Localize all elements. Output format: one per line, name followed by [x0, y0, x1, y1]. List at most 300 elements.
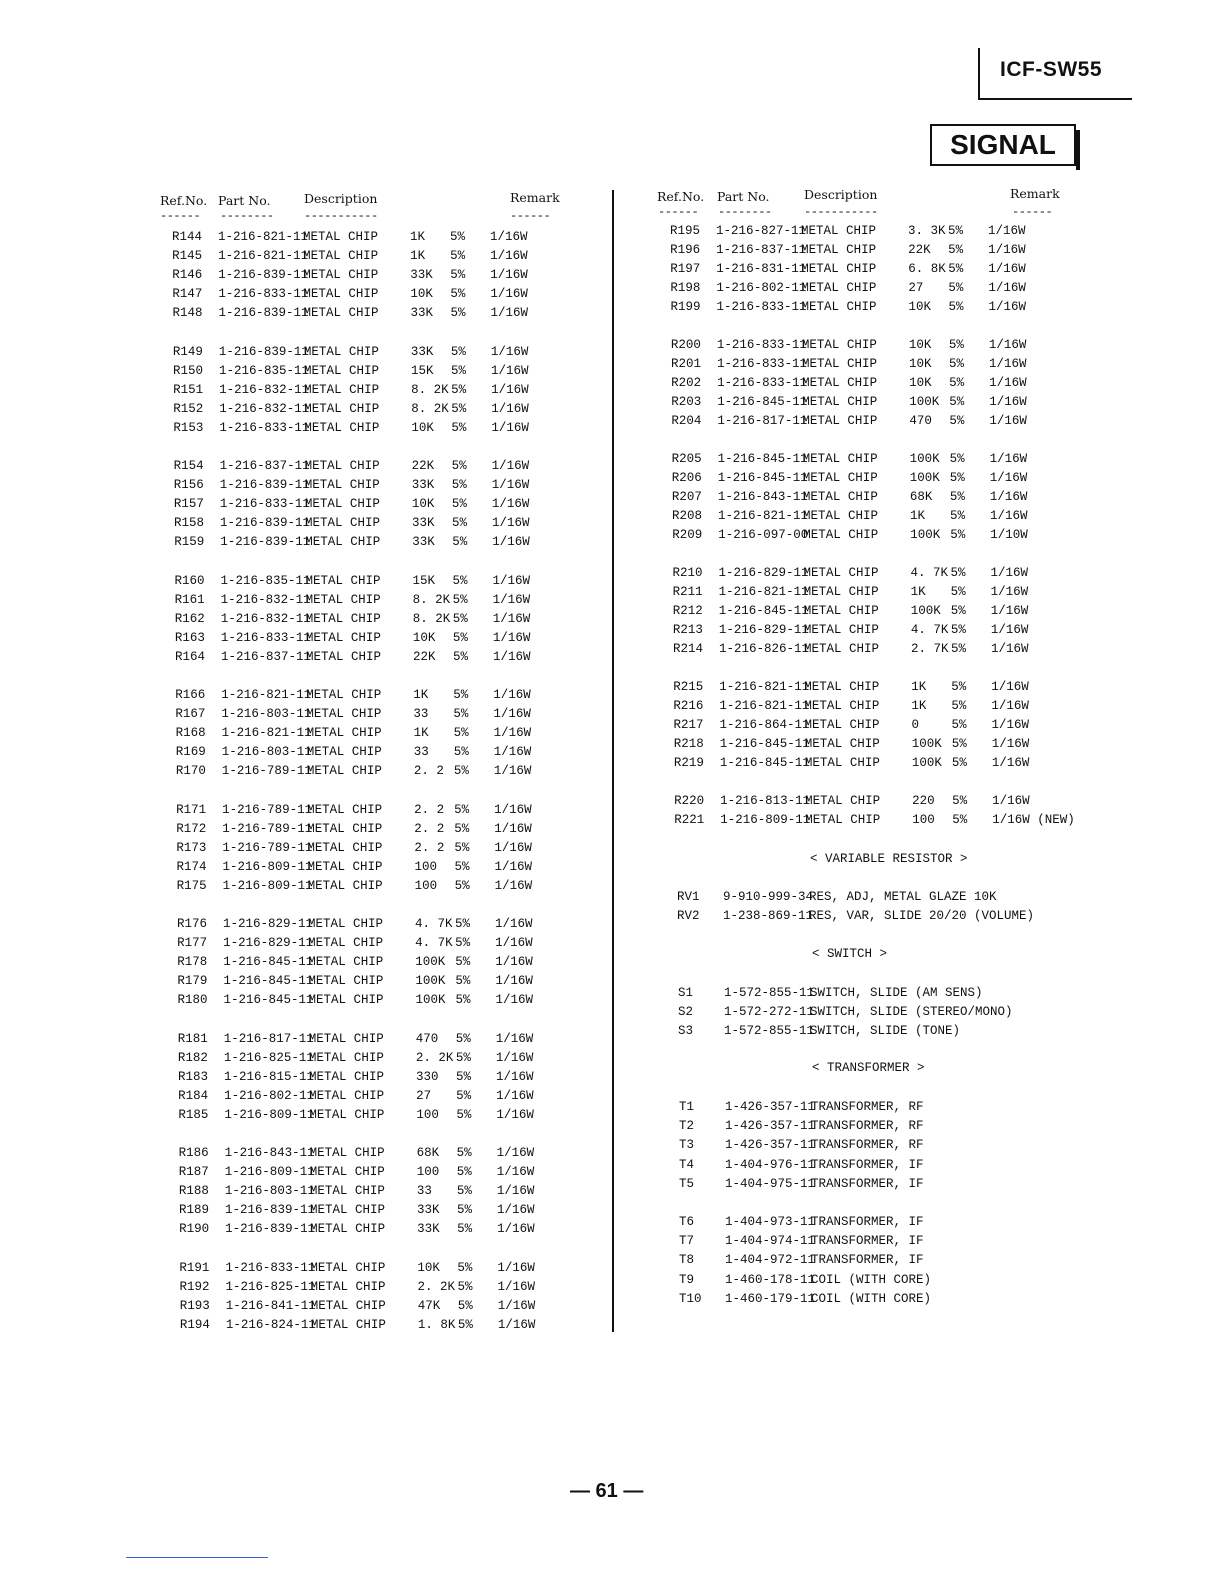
remark: 1/16W	[988, 281, 1026, 295]
value: 22K	[908, 243, 931, 257]
tolerance: 5%	[450, 249, 466, 264]
value: 100	[912, 813, 935, 827]
transformer-heading: < TRANSFORMER >	[812, 1061, 925, 1075]
part-no: 1-216-837-11	[716, 243, 807, 257]
remark: 1/16W	[496, 1069, 534, 1084]
value: 10K	[410, 287, 433, 302]
part-no: 1-216-833-11	[717, 376, 808, 390]
tolerance: 5%	[951, 756, 967, 770]
part-no: 1-216-803-11	[221, 707, 312, 722]
remark: 1/16W	[990, 623, 1029, 637]
ref-no: R204	[671, 414, 702, 428]
description: METAL CHIP	[310, 1260, 386, 1275]
value: 22K	[411, 459, 435, 473]
value: 1K	[910, 509, 926, 523]
description: METAL CHIP	[803, 528, 879, 542]
value: 10K	[411, 420, 434, 435]
tolerance: 5%	[456, 1069, 472, 1084]
description: TRANSFORMER, IF	[811, 1215, 924, 1229]
ref-no: R201	[670, 357, 701, 371]
remark: 1/16W	[493, 688, 531, 702]
tolerance: 5%	[455, 936, 471, 951]
value: 2. 2K	[415, 1050, 454, 1065]
description: METAL CHIP	[801, 281, 877, 295]
tolerance: 5%	[948, 338, 964, 352]
value: 15K	[410, 363, 434, 378]
part-no: 1-216-833-11	[716, 338, 807, 352]
header-ref: Ref.No.	[657, 189, 705, 204]
part-no: 1-216-809-11	[720, 813, 811, 827]
tolerance: 5%	[452, 516, 468, 531]
remark: 1/16W	[991, 756, 1030, 770]
ref-no: RV2	[677, 909, 700, 924]
remark: 1/16W	[992, 794, 1030, 808]
description: TRANSFORMER, RF	[811, 1100, 924, 1114]
value: 33K	[411, 478, 435, 493]
remark: 1/16W	[497, 1317, 536, 1332]
description: METAL CHIP	[308, 993, 384, 1008]
part-no: 1-216-835-11	[220, 573, 311, 588]
description: METAL CHIP	[304, 478, 380, 493]
description: METAL CHIP	[307, 917, 383, 931]
part-no: 1-572-855-11	[724, 1024, 815, 1039]
description: METAL CHIP	[306, 649, 382, 664]
remark: 1/16W	[493, 707, 531, 722]
ref-no: S1	[678, 986, 694, 1000]
part-no: 1-216-845-11	[717, 452, 808, 466]
value: 1K	[911, 699, 927, 713]
tolerance: 5%	[455, 1031, 471, 1046]
value: 1K	[413, 688, 429, 702]
tolerance: 5%	[950, 585, 966, 599]
description: METAL CHIP	[310, 1222, 386, 1237]
remark: 1/16W	[991, 737, 1030, 751]
value: 10K	[412, 630, 436, 645]
remark: 1/16W	[490, 306, 529, 321]
header-rule: -----------	[304, 209, 378, 223]
value: 3. 3K	[908, 224, 946, 238]
remark: 1/16W	[490, 268, 528, 283]
part-no: 1-216-097-00	[718, 528, 809, 542]
description: METAL CHIP	[802, 414, 878, 428]
description: METAL CHIP	[304, 382, 380, 397]
description: TRANSFORMER, IF	[811, 1176, 924, 1191]
ref-no: R161	[174, 592, 205, 607]
remark: 1/16W	[990, 604, 1029, 618]
part-no: 1-216-829-11	[223, 936, 314, 951]
value: 220	[912, 794, 935, 808]
value: 47K	[417, 1298, 441, 1313]
tolerance: 5%	[453, 707, 469, 722]
ref-no: R194	[179, 1317, 210, 1332]
value: 2. 2K	[417, 1279, 456, 1294]
header-ref: Ref.No.	[160, 193, 208, 208]
value: 68K	[416, 1146, 440, 1160]
tolerance: 5%	[453, 649, 469, 664]
header-remark: Remark	[510, 190, 560, 205]
part-no: 1-216-839-11	[225, 1222, 316, 1237]
part-no: 1-216-835-11	[218, 363, 309, 378]
ref-no: R199	[670, 300, 701, 314]
part-no: 1-216-789-11	[222, 802, 313, 817]
ref-no: R153	[173, 420, 204, 435]
description: METAL CHIP	[804, 680, 880, 694]
remark: 1/16W	[496, 1107, 534, 1122]
ref-no: T8	[679, 1253, 695, 1268]
value: 100K	[415, 974, 446, 989]
ref-no: R154	[173, 459, 204, 473]
description: METAL CHIP	[303, 306, 379, 321]
variable-resistor-heading: < VARIABLE RESISTOR >	[810, 852, 968, 866]
ref-no: R144	[172, 230, 203, 244]
part-no: 1-216-837-11	[221, 649, 312, 664]
part-no: 1-216-833-11	[716, 357, 807, 371]
tolerance: 5%	[951, 699, 967, 713]
page-number: — 61 —	[570, 1480, 644, 1502]
remark: 1/16W	[991, 718, 1030, 732]
remark: 1/16W	[491, 459, 530, 473]
column-divider	[612, 190, 614, 1332]
tolerance: 5%	[951, 680, 967, 694]
value: 470	[415, 1031, 439, 1046]
footer-rule	[126, 1557, 268, 1558]
description: METAL CHIP	[305, 592, 381, 607]
tolerance: 5%	[950, 604, 966, 618]
tolerance: 5%	[450, 230, 466, 244]
header-part: Part No.	[218, 193, 271, 208]
tolerance: 5%	[454, 878, 470, 893]
ref-no: R145	[172, 249, 203, 264]
tolerance: 5%	[952, 794, 968, 808]
part-no: 1-216-815-11	[224, 1069, 315, 1084]
value: 100	[416, 1165, 440, 1180]
part-no: 1-216-821-11	[221, 688, 312, 702]
part-no: 1-216-809-11	[222, 878, 313, 893]
description: METAL CHIP	[308, 1050, 384, 1065]
value: 1K	[410, 230, 426, 244]
description: METAL CHIP	[308, 955, 384, 970]
remark: 1/16W	[493, 649, 531, 664]
ref-no: R221	[674, 813, 705, 827]
ref-no: R181	[177, 1031, 208, 1046]
tolerance: 5%	[450, 287, 466, 302]
description: METAL CHIP	[307, 821, 383, 836]
description: METAL CHIP	[303, 230, 379, 244]
description: METAL CHIP	[303, 287, 379, 302]
description: METAL CHIP	[803, 509, 879, 523]
tolerance: 5%	[949, 376, 965, 390]
remark: 1/16W	[990, 509, 1028, 523]
value: 10K	[411, 497, 435, 512]
part-no: 1-216-813-11	[720, 794, 811, 808]
part-no: 1-216-817-11	[223, 1031, 314, 1046]
remark: 1/16W	[988, 357, 1027, 371]
ref-no: R171	[176, 802, 207, 817]
ref-no: R151	[173, 382, 204, 397]
ref-no: R146	[172, 268, 203, 283]
part-no: 1-216-829-11	[718, 623, 809, 637]
description: METAL CHIP	[309, 1107, 385, 1122]
part-no: 1-216-845-11	[223, 993, 314, 1008]
part-no: 1-216-845-11	[719, 756, 810, 770]
description: METAL CHIP	[309, 1165, 385, 1180]
ref-no: R209	[672, 528, 703, 542]
remark: 1/16W	[497, 1260, 535, 1275]
ref-no: T4	[679, 1157, 695, 1172]
tolerance: 5%	[457, 1279, 473, 1294]
header-part: Part No.	[717, 189, 770, 204]
description: RES, VAR, SLIDE 20/20 (VOLUME)	[809, 909, 1035, 924]
tolerance: 5%	[456, 1165, 472, 1180]
tolerance: 5%	[455, 993, 471, 1008]
part-no: 1-238-869-11	[723, 909, 814, 924]
remark: 1/16W	[495, 993, 533, 1008]
remark: 1/16W	[494, 821, 532, 836]
ref-no: R175	[176, 878, 207, 893]
tolerance: 5%	[451, 497, 467, 512]
remark: 1/16W	[493, 764, 532, 779]
remark: 1/16W	[492, 630, 531, 645]
ref-no: R218	[673, 737, 704, 751]
value: 68K	[909, 490, 933, 504]
value: 8. 2K	[412, 611, 451, 626]
description: METAL CHIP	[805, 794, 881, 808]
value: 330	[416, 1069, 439, 1084]
part-no: 1-216-839-11	[220, 516, 311, 531]
part-no: 1-216-821-11	[218, 249, 309, 264]
ref-no: R190	[179, 1222, 210, 1237]
remark: 1/16W	[493, 726, 532, 741]
description: METAL CHIP	[802, 452, 878, 466]
remark: 1/16W	[492, 516, 530, 531]
tolerance: 5%	[949, 414, 965, 428]
description: METAL CHIP	[305, 611, 381, 626]
ref-no: R177	[177, 936, 208, 951]
header-rule: ------	[1012, 205, 1053, 219]
value: 33K	[417, 1203, 440, 1218]
remark: 1/16W	[491, 401, 529, 416]
remark: 1/16W	[497, 1298, 536, 1313]
part-no: 1-216-826-11	[719, 642, 810, 656]
ref-no: R196	[670, 243, 701, 257]
value: 1. 8K	[417, 1317, 456, 1332]
description: METAL CHIP	[307, 859, 383, 874]
remark: 1/16W	[491, 497, 530, 512]
value: 1K	[911, 680, 927, 694]
remark: 1/16W	[988, 262, 1026, 276]
part-no: 1-216-824-11	[225, 1317, 316, 1332]
ref-no: R150	[172, 363, 203, 378]
ref-no: R178	[177, 955, 208, 970]
remark: 1/16W	[991, 642, 1029, 656]
remark: 1/10W	[990, 528, 1028, 542]
tolerance: 5%	[948, 243, 964, 257]
ref-no: R185	[178, 1107, 209, 1122]
description: METAL CHIP	[309, 1146, 385, 1160]
remark: 1/16W	[991, 680, 1029, 694]
ref-no: R157	[173, 497, 204, 512]
tolerance: 5%	[452, 592, 468, 607]
remark: 1/16W	[989, 395, 1027, 409]
remark: 1/16W	[496, 1165, 535, 1180]
value: 27	[416, 1088, 432, 1103]
description: METAL CHIP	[309, 1069, 385, 1084]
ref-no: R198	[670, 281, 701, 295]
tolerance: 5%	[452, 611, 468, 626]
ref-no: R147	[172, 287, 203, 302]
value: 100	[414, 859, 438, 874]
part-no: 1-216-832-11	[220, 592, 311, 607]
part-no: 1-216-833-11	[219, 497, 310, 512]
tolerance: 5%	[450, 363, 466, 378]
ref-no: R163	[174, 630, 205, 645]
tolerance: 5%	[454, 859, 470, 874]
description: METAL CHIP	[801, 262, 877, 276]
description: METAL CHIP	[805, 813, 881, 827]
value: 8. 2K	[411, 401, 449, 416]
description: METAL CHIP	[303, 344, 379, 359]
part-no: 1-216-845-11	[223, 955, 314, 970]
ref-no: R197	[670, 262, 701, 276]
tolerance: 5%	[951, 718, 967, 732]
description: METAL CHIP	[801, 357, 877, 371]
ref-no: R169	[175, 745, 206, 760]
tolerance: 5%	[455, 1050, 471, 1065]
ref-no: R156	[173, 478, 204, 493]
part-no: 1-216-833-11	[225, 1260, 316, 1275]
remark: 1/16W	[991, 699, 1029, 713]
ref-no: T3	[679, 1138, 695, 1153]
value: 33	[413, 745, 429, 760]
header-rule: --------	[220, 209, 274, 223]
description: METAL CHIP	[304, 420, 380, 435]
value: 4. 7K	[414, 917, 453, 931]
ref-no: T9	[679, 1272, 695, 1287]
description: METAL CHIP	[801, 300, 877, 314]
value: 4. 7K	[910, 623, 949, 637]
value: 2. 2	[414, 802, 445, 817]
tolerance: 5%	[950, 623, 966, 637]
ref-no: R179	[177, 974, 208, 989]
ref-no: S2	[678, 1005, 694, 1020]
description: METAL CHIP	[802, 471, 878, 485]
value: 1K	[413, 726, 429, 741]
tolerance: 5%	[948, 224, 964, 238]
part-no: 1-216-839-11	[218, 306, 309, 321]
ref-no: R164	[175, 649, 206, 664]
value: 100K	[909, 471, 940, 485]
description: METAL CHIP	[804, 642, 880, 656]
ref-no: T7	[679, 1234, 695, 1249]
tolerance: 5%	[453, 688, 469, 702]
value: 6. 8K	[908, 262, 946, 276]
header-remark: Remark	[1010, 186, 1060, 201]
description: METAL CHIP	[305, 535, 381, 550]
description: RES, ADJ, METAL GLAZE 10K	[809, 890, 997, 904]
tolerance: 5%	[455, 974, 471, 989]
ref-no: R193	[179, 1298, 210, 1313]
tolerance: 5%	[950, 509, 966, 523]
remark: 1/16W (NEW)	[992, 813, 1075, 827]
part-no: 1-216-839-11	[218, 344, 309, 359]
remark: 1/16W	[988, 338, 1027, 352]
value: 8. 2K	[412, 592, 451, 607]
tolerance: 5%	[454, 802, 470, 817]
tolerance: 5%	[456, 1088, 472, 1103]
value: 470	[909, 414, 932, 428]
ref-no: R189	[179, 1203, 210, 1218]
description: COIL (WITH CORE)	[811, 1272, 932, 1287]
value: 2. 2	[413, 764, 444, 779]
tolerance: 5%	[451, 382, 467, 397]
tolerance: 5%	[452, 630, 468, 645]
description: METAL CHIP	[310, 1317, 386, 1332]
value: 100K	[415, 955, 446, 970]
value: 33K	[410, 344, 434, 359]
tolerance: 5%	[453, 745, 469, 760]
part-no: 1-216-845-11	[719, 737, 810, 751]
remark: 1/16W	[494, 840, 532, 855]
remark: 1/16W	[494, 802, 532, 817]
section-title: SIGNAL	[930, 124, 1076, 166]
description: METAL CHIP	[803, 623, 879, 637]
ref-no: R213	[672, 623, 703, 637]
part-no: 1-216-821-11	[221, 726, 312, 741]
description: METAL CHIP	[309, 1088, 385, 1103]
value: 1K	[410, 249, 426, 264]
part-no: 1-404-974-11	[725, 1234, 816, 1249]
remark: 1/16W	[490, 287, 528, 302]
part-no: 1-216-803-11	[221, 745, 312, 760]
description: METAL CHIP	[305, 573, 381, 588]
description: METAL CHIP	[307, 840, 383, 855]
description: METAL CHIP	[308, 1031, 384, 1046]
part-no: 1-216-832-11	[219, 401, 310, 416]
ref-no: R174	[176, 859, 207, 874]
remark: 1/16W	[492, 611, 531, 626]
remark: 1/16W	[494, 878, 533, 893]
ref-no: R211	[672, 585, 703, 599]
part-no: 1-426-357-11	[725, 1100, 816, 1114]
tolerance: 5%	[452, 573, 468, 588]
remark: 1/16W	[495, 955, 533, 970]
part-no: 1-216-821-11	[719, 680, 810, 694]
remark: 1/16W	[990, 585, 1029, 599]
part-no: 1-216-802-11	[224, 1088, 315, 1103]
value: 100K	[909, 452, 940, 466]
ref-no: R202	[671, 376, 702, 390]
part-no: 1-216-829-11	[222, 917, 313, 931]
tolerance: 5%	[451, 459, 467, 473]
ref-no: T5	[679, 1176, 695, 1191]
remark: 1/16W	[495, 936, 533, 951]
ref-no: T2	[679, 1119, 695, 1134]
part-no: 1-216-821-11	[719, 699, 810, 713]
part-no: 9-910-999-34	[723, 890, 814, 904]
remark: 1/16W	[988, 300, 1027, 314]
part-no: 1-216-809-11	[222, 859, 313, 874]
tolerance: 5%	[454, 917, 470, 931]
remark: 1/16W	[496, 1184, 535, 1199]
remark: 1/16W	[497, 1203, 535, 1218]
remark: 1/16W	[493, 745, 532, 760]
description: METAL CHIP	[304, 459, 380, 473]
description: METAL CHIP	[803, 604, 879, 618]
value: 15K	[412, 573, 435, 588]
ref-no: R187	[178, 1165, 209, 1180]
value: 33K	[412, 535, 435, 550]
description: METAL CHIP	[304, 401, 380, 416]
